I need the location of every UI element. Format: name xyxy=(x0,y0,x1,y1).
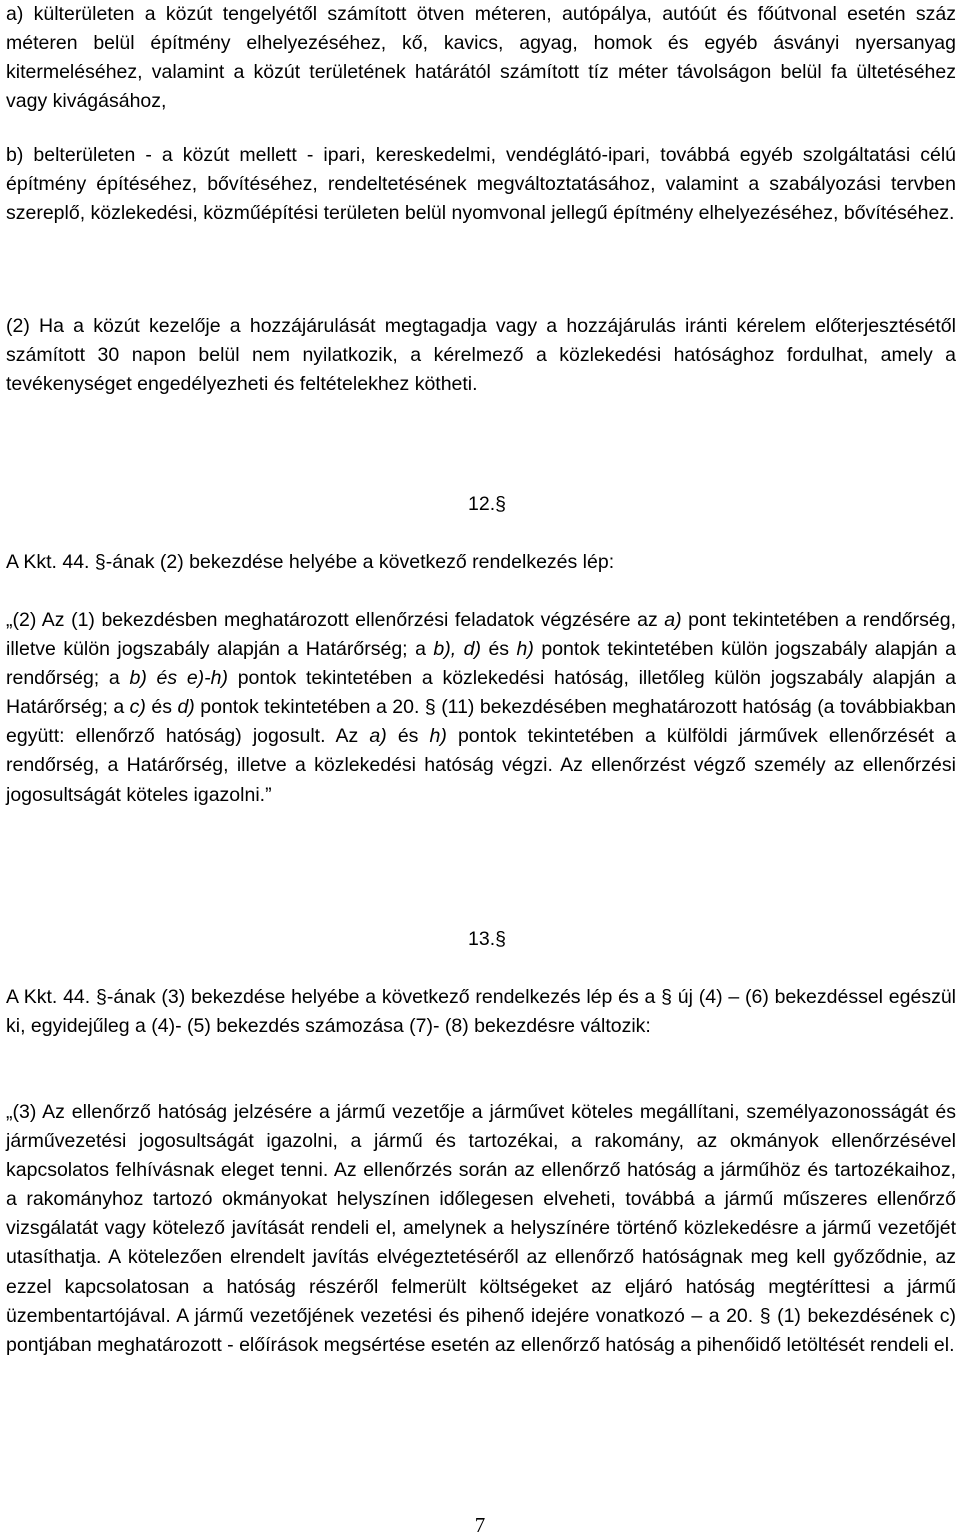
section-13-heading xyxy=(0,925,960,954)
amendment-intro-44-3: A Kkt. 44. §-ának (3) bekezdése helyébe a következő rendelkezés lép és a § új (4) – (6) bekezdéssel egészül ki, egyidejűleg a (4)- (5) bekezdés számozása (7)- (8) bekezdésre változik: xyxy=(6,986,956,1038)
section-number: 12. xyxy=(468,493,496,515)
section-12-heading xyxy=(0,490,960,519)
paragraph-b: b) belterületen - a közút mellett - ipari, kereskedelmi, vendéglátó-ipari, továbbá egyéb szolgáltatási célú építmény építéséhez, bővítéséhez, rendeltetésének megváltoztatásához, valamint a szabályozási tervben szereplő, közlekedési, közműépítési területen belül nyomvonal jellegű építmény elhelyezéséhez, bővítéséhez. xyxy=(6,144,956,225)
paragraph-a: a) külterületen a közút tengelyétől számított ötven méteren, autópálya, autóút és főútvonal esetén száz méteren belül építmény elhelyezéséhez, kő, kavics, agyag, homok és egyéb ásványi nyersanyag kitermeléséhez, valamint a közút területének határától számított tíz méter távolságon belül fa ültetéséhez vagy kivágásához, xyxy=(6,3,956,113)
amendment-intro-44-2: A Kkt. 44. §-ának (2) bekezdése helyébe a következő rendelkezés lép: xyxy=(6,551,615,573)
paragraph-2: (2) Ha a közút kezelője a hozzájárulását megtagadja vagy a hozzájárulás iránti kérelem előterjesztésétől számított 30 napon belül nem nyilatkozik, a kérelmező a közlekedési hatósághoz fordulhat, amely a tevékenységet engedélyezheti és feltételekhez kötheti. xyxy=(6,315,956,396)
amendment-quote-44-3: „(3) Az ellenőrző hatóság jelzésére a jármű vezetője a járművet köteles megállítani, személyazonosságát és járművezetési jogosultságát igazolni, a jármű és tartozékai, a rakomány, az okmányok ellenőrzésével kapcsolatos felhívásnak eleget tenni. Az ellenőrzés során az ellenőrző hatóság a járműhöz és tartozékaihoz, a rakományhoz tartozó okmányokat helyszínen időlegesen elveheti, továbbá a jármű műszeres ellenőrző vizsgálatát vagy kötelező javítását rendeli el, amelynek a helyszínére történő közlekedésre a jármű vezetőjét utasíthatja. A kötelezően elrendelt javítás elvégeztetéséről az ellenőrző hatóságnak meg kell győződnie, az ezzel kapcsolatosan a hatóság részéről felmerült költségeket az eljáró hatóság megtéríttesi a jármű üzembentartójával. A jármű vezetőjének vezetési és pihenő idejére vonatkozó – a 20. § (1) bekezdésének c) pontjában meghatározott - előírások megsértése esetén az ellenőrző hatóság a pihenőidő letöltését rendeli el. xyxy=(6,1101,956,1356)
section-number: 13. xyxy=(468,928,496,950)
amendment-quote-44-2: „(2) Az (1) bekezdésben meghatározott ellenőrzési feladatok végzésére az a) pont tekintetében a rendőrség, illetve külön jogszabály alapján a Határőrség; a b), d) és h) pontok tekintetében külön jogszabály alapján a rendőrség; a b) és e)-h) pontok tekintetében a közlekedési hatóság, illetőleg külön jogszabály alapján a Határőrség; a c) és d) pontok tekintetében a 20. § (11) bekezdésében meghatározott hatóság (a továbbiakban együtt: ellenőrző hatóság) jogosult. Az a) és h) pontok tekintetében a külföldi járművek ellenőrzését a rendőrség, a Határőrség, illetve a közlekedési hatóság végzi. Az ellenőrzést végző személy az ellenőrzési jogosultságát köteles igazolni.” xyxy=(6,609,957,806)
section-symbol: § xyxy=(495,928,506,950)
section-symbol: § xyxy=(495,493,506,515)
page-number: 7 xyxy=(474,1513,486,1537)
